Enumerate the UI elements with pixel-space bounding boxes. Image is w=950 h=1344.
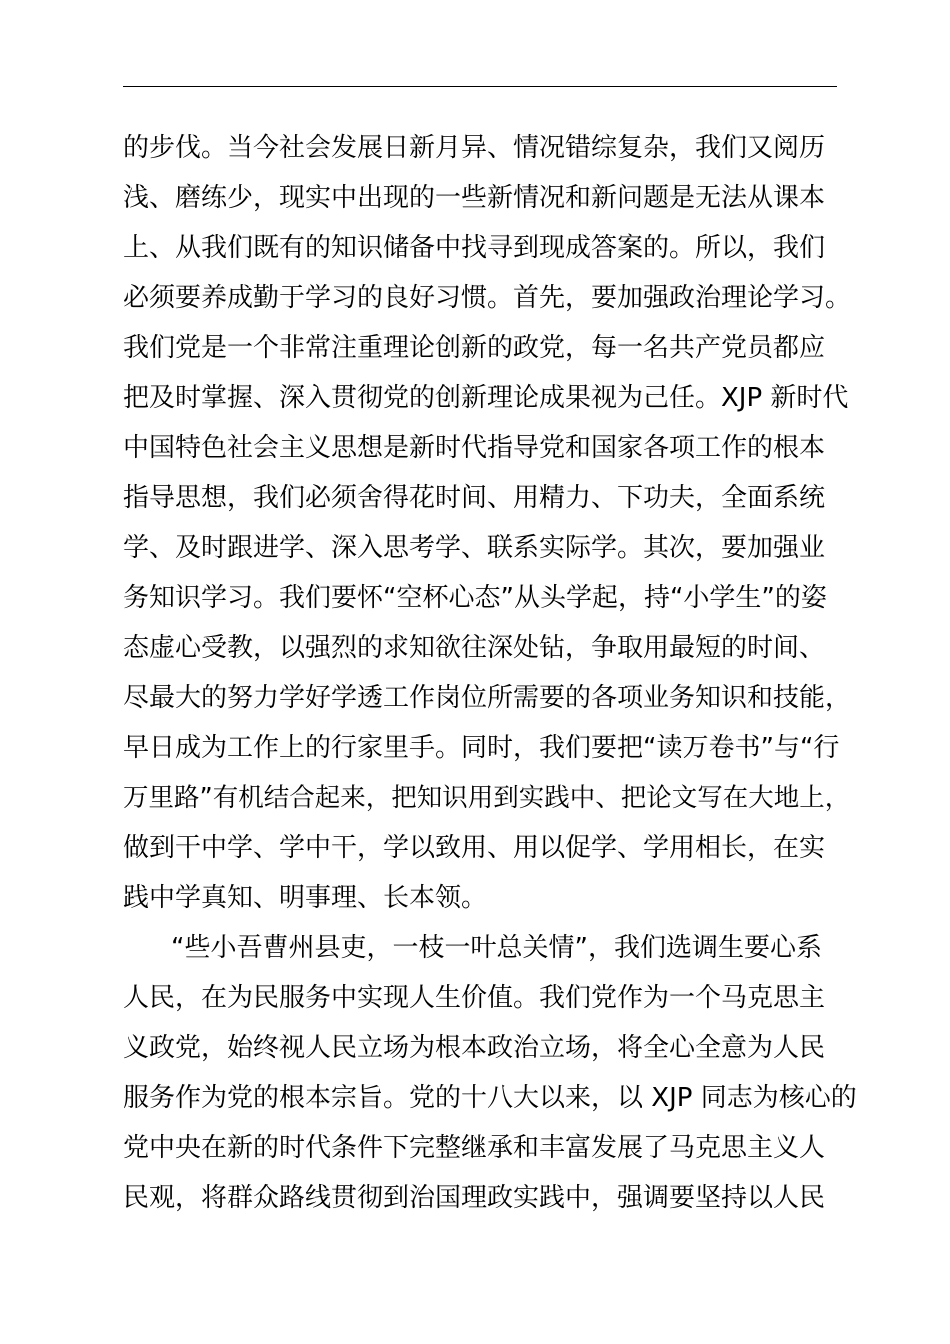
paragraph-1-line-3: 上、从我们既有的知识储备中找寻到现成答案的。所以，我们 <box>123 233 826 263</box>
paragraph-2-line-5: 党中央在新的时代条件下完整继承和丰富发展了马克思主义人 <box>123 1133 826 1163</box>
paragraph-1-line-5: 我们党是一个非常注重理论创新的政党，每一名共产党员都应 <box>123 333 826 363</box>
paragraph-1-line-1: 的步伐。当今社会发展日新月异、情况错综复杂，我们又阅历 <box>123 133 826 163</box>
paragraph-1-line-12: 尽最大的努力学好学透工作岗位所需要的各项业务知识和技能， <box>123 683 852 713</box>
paragraph-1-line-8: 指导思想，我们必须舍得花时间、用精力、下功夫，全面系统 <box>123 483 826 513</box>
paragraph-1-line-11: 态虚心受教，以强烈的求知欲往深处钻，争取用最短的时间、 <box>123 633 826 663</box>
paragraph-1-line-6: 把及时掌握、深入贯彻党的创新理论成果视为己任。XJP 新时代 <box>123 383 849 413</box>
paragraph-2-line-1: “些小吾曹州县吏，一枝一叶总关情”，我们选调生要心系 <box>171 933 822 963</box>
paragraph-1-line-14: 万里路”有机结合起来，把知识用到实践中、把论文写在大地上， <box>123 783 851 813</box>
paragraph-1-line-15: 做到干中学、学中干，学以致用、用以促学、学用相长，在实 <box>123 833 826 863</box>
header-rule <box>123 86 837 87</box>
paragraph-1-line-2: 浅、磨练少，现实中出现的一些新情况和新问题是无法从课本 <box>123 183 826 213</box>
paragraph-1-line-9: 学、及时跟进学、深入思考学、联系实际学。其次，要加强业 <box>123 533 826 563</box>
paragraph-1-line-7: 中国特色社会主义思想是新时代指导党和国家各项工作的根本 <box>123 433 826 463</box>
paragraph-2-line-6: 民观，将群众路线贯彻到治国理政实践中，强调要坚持以人民 <box>123 1183 826 1213</box>
paragraph-2-line-3: 义政党，始终视人民立场为根本政治立场，将全心全意为人民 <box>123 1033 826 1063</box>
paragraph-2-line-4: 服务作为党的根本宗旨。党的十八大以来，以 XJP 同志为核心的 <box>123 1083 857 1113</box>
paragraph-1-line-16: 践中学真知、明事理、长本领。 <box>123 883 488 913</box>
paragraph-1-line-10: 务知识学习。我们要怀“空杯心态”从头学起，持“小学生”的姿 <box>123 583 827 613</box>
paragraph-1-line-4: 必须要养成勤于学习的良好习惯。首先，要加强政治理论学习。 <box>123 283 852 313</box>
paragraph-1-line-13: 早日成为工作上的行家里手。同时，我们要把“读万卷书”与“行 <box>123 733 840 763</box>
paragraph-2-line-2: 人民，在为民服务中实现人生价值。我们党作为一个马克思主 <box>123 983 826 1013</box>
